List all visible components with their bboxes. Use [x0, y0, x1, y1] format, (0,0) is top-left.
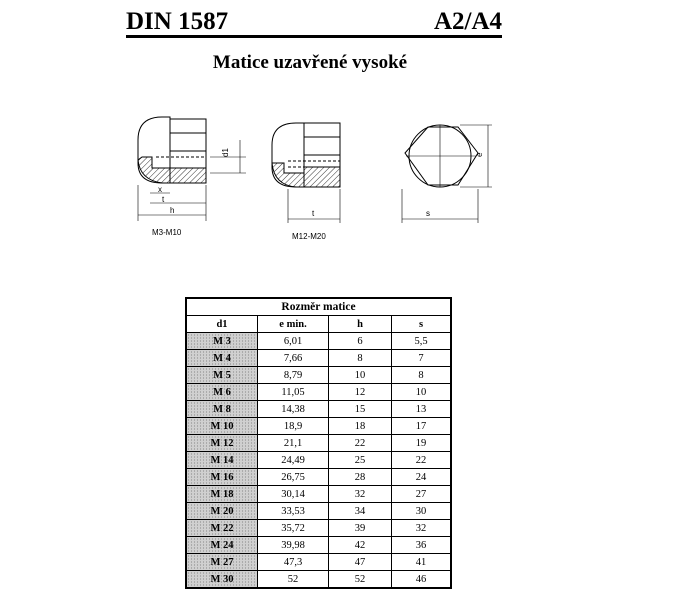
value-cell: 12 — [329, 384, 392, 401]
thread-size-cell: M 16 — [186, 469, 258, 486]
value-cell: 8,79 — [258, 367, 329, 384]
label-d1: d1 — [221, 148, 230, 157]
value-cell: 6 — [329, 333, 392, 350]
table-row — [186, 401, 451, 418]
thread-size-cell: M 10 — [186, 418, 258, 435]
label-t-large: t — [312, 209, 315, 218]
value-cell: 22 — [392, 452, 452, 469]
column-header: h — [329, 316, 392, 333]
value-cell: 15 — [329, 401, 392, 418]
dimensions-table — [185, 297, 452, 589]
value-cell: 10 — [329, 367, 392, 384]
value-cell: 8 — [392, 367, 452, 384]
thread-size-cell: M 5 — [186, 367, 258, 384]
table-row — [186, 418, 451, 435]
value-cell: 24,49 — [258, 452, 329, 469]
value-cell: 32 — [392, 520, 452, 537]
table-row — [186, 384, 451, 401]
thread-size-cell: M 22 — [186, 520, 258, 537]
thread-size-cell: M 4 — [186, 350, 258, 367]
value-cell: 21,1 — [258, 435, 329, 452]
label-x: x — [158, 185, 162, 194]
value-cell: 25 — [329, 452, 392, 469]
table-row — [186, 520, 451, 537]
technical-drawings — [120, 105, 510, 250]
table-row — [186, 333, 451, 350]
value-cell: 18,9 — [258, 418, 329, 435]
thread-size-cell: M 12 — [186, 435, 258, 452]
value-cell: 7 — [392, 350, 452, 367]
label-h: h — [170, 206, 175, 215]
value-cell: 52 — [258, 571, 329, 589]
table-row — [186, 435, 451, 452]
label-t-small: t — [162, 195, 165, 204]
table-row — [186, 469, 451, 486]
column-header: d1 — [186, 316, 258, 333]
thread-size-cell: M 6 — [186, 384, 258, 401]
value-cell: 7,66 — [258, 350, 329, 367]
thread-size-cell: M 30 — [186, 571, 258, 589]
value-cell: 47 — [329, 554, 392, 571]
value-cell: 14,38 — [258, 401, 329, 418]
value-cell: 11,05 — [258, 384, 329, 401]
thread-size-cell: M 8 — [186, 401, 258, 418]
table-row — [186, 537, 451, 554]
value-cell: 52 — [329, 571, 392, 589]
value-cell: 19 — [392, 435, 452, 452]
value-cell: 35,72 — [258, 520, 329, 537]
thread-size-cell: M 27 — [186, 554, 258, 571]
value-cell: 46 — [392, 571, 452, 589]
value-cell: 26,75 — [258, 469, 329, 486]
value-cell: 34 — [329, 503, 392, 520]
value-cell: 47,3 — [258, 554, 329, 571]
thread-size-cell: M 20 — [186, 503, 258, 520]
value-cell: 39 — [329, 520, 392, 537]
table-title: Rozměr matice — [186, 298, 451, 316]
nut-top-view — [402, 125, 492, 223]
caption-range-large: M12-M20 — [292, 232, 326, 241]
value-cell: 41 — [392, 554, 452, 571]
table-row — [186, 486, 451, 503]
value-cell: 6,01 — [258, 333, 329, 350]
table-row — [186, 571, 451, 589]
value-cell: 8 — [329, 350, 392, 367]
thread-size-cell: M 14 — [186, 452, 258, 469]
thread-size-cell: M 3 — [186, 333, 258, 350]
table-row — [186, 350, 451, 367]
label-e: e — [475, 152, 484, 157]
column-header: s — [392, 316, 452, 333]
value-cell: 5,5 — [392, 333, 452, 350]
material-grade: A2/A4 — [433, 8, 502, 35]
nut-section-large — [272, 123, 340, 223]
thread-size-cell: M 24 — [186, 537, 258, 554]
value-cell: 17 — [392, 418, 452, 435]
label-s: s — [426, 209, 430, 218]
value-cell: 42 — [329, 537, 392, 554]
caption-range-small: M3-M10 — [152, 228, 182, 237]
value-cell: 24 — [392, 469, 452, 486]
table-row — [186, 452, 451, 469]
value-cell: 18 — [329, 418, 392, 435]
value-cell: 36 — [392, 537, 452, 554]
column-header: e min. — [258, 316, 329, 333]
table-row — [186, 367, 451, 384]
table-row — [186, 503, 451, 520]
value-cell: 22 — [329, 435, 392, 452]
standard-title: DIN 1587 — [126, 8, 229, 35]
nut-section-small — [138, 117, 246, 221]
header — [126, 8, 502, 38]
thread-size-cell: M 18 — [186, 486, 258, 503]
value-cell: 27 — [392, 486, 452, 503]
table-row — [186, 554, 451, 571]
value-cell: 39,98 — [258, 537, 329, 554]
value-cell: 10 — [392, 384, 452, 401]
table-header-row — [186, 316, 451, 333]
header-rule — [126, 35, 502, 38]
value-cell: 33,53 — [258, 503, 329, 520]
value-cell: 13 — [392, 401, 452, 418]
value-cell: 30 — [392, 503, 452, 520]
value-cell: 28 — [329, 469, 392, 486]
value-cell: 32 — [329, 486, 392, 503]
value-cell: 30,14 — [258, 486, 329, 503]
page-subtitle: Matice uzavřené vysoké — [212, 52, 408, 73]
